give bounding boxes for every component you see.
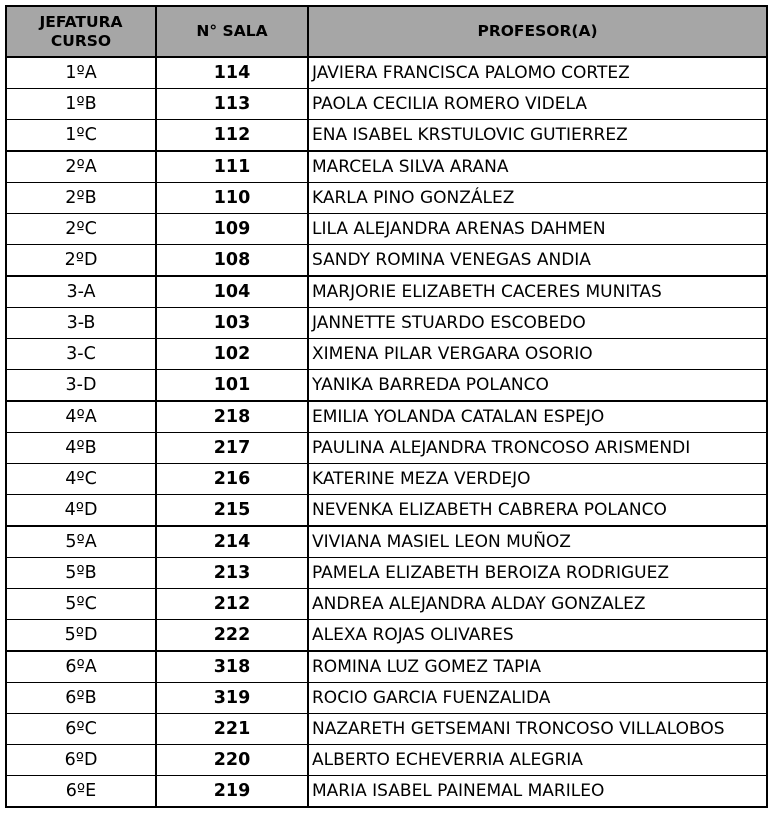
table-row <box>6 183 767 214</box>
profesor-cell: MARIA ISABEL PAINEMAL MARILEO <box>308 776 767 808</box>
sala-cell: 217 <box>156 433 308 464</box>
table-body <box>6 57 767 807</box>
curso-cell: 3-A <box>6 276 156 308</box>
curso-cell: 5ºA <box>6 526 156 558</box>
table-row <box>6 589 767 620</box>
curso-cell: 5ºB <box>6 558 156 589</box>
table-row <box>6 745 767 776</box>
sala-cell: 222 <box>156 620 308 652</box>
sala-cell: 216 <box>156 464 308 495</box>
curso-cell: 6ºD <box>6 745 156 776</box>
curso-cell: 4ºD <box>6 495 156 527</box>
curso-cell: 2ºB <box>6 183 156 214</box>
curso-cell: 4ºC <box>6 464 156 495</box>
curso-cell: 1ºA <box>6 57 156 89</box>
sala-cell: 110 <box>156 183 308 214</box>
curso-cell: 3-D <box>6 370 156 402</box>
profesor-cell: NAZARETH GETSEMANI TRONCOSO VILLALOBOS <box>308 714 767 745</box>
curso-cell: 2ºA <box>6 151 156 183</box>
header-jefatura-line1: JEFATURA <box>39 12 123 31</box>
profesor-cell: JAVIERA FRANCISCA PALOMO CORTEZ <box>308 57 767 89</box>
curso-cell: 3-B <box>6 308 156 339</box>
table-row <box>6 433 767 464</box>
profesor-cell: PAOLA CECILIA ROMERO VIDELA <box>308 89 767 120</box>
profesor-cell: LILA ALEJANDRA ARENAS DAHMEN <box>308 214 767 245</box>
teacher-room-table <box>5 5 768 808</box>
table-row <box>6 339 767 370</box>
sala-cell: 113 <box>156 89 308 120</box>
header-row <box>6 6 767 57</box>
sala-cell: 104 <box>156 276 308 308</box>
table-row <box>6 89 767 120</box>
curso-cell: 6ºA <box>6 651 156 683</box>
table-row <box>6 57 767 89</box>
table-row <box>6 620 767 652</box>
table-row <box>6 151 767 183</box>
profesor-cell: ALEXA ROJAS OLIVARES <box>308 620 767 652</box>
profesor-cell: ENA ISABEL KRSTULOVIC GUTIERREZ <box>308 120 767 152</box>
sala-cell: 212 <box>156 589 308 620</box>
curso-cell: 1ºB <box>6 89 156 120</box>
profesor-cell: ANDREA ALEJANDRA ALDAY GONZALEZ <box>308 589 767 620</box>
table-row <box>6 401 767 433</box>
sala-cell: 218 <box>156 401 308 433</box>
table-row <box>6 526 767 558</box>
curso-cell: 6ºC <box>6 714 156 745</box>
table-row <box>6 714 767 745</box>
profesor-cell: PAMELA ELIZABETH BEROIZA RODRIGUEZ <box>308 558 767 589</box>
profesor-cell: KATERINE MEZA VERDEJO <box>308 464 767 495</box>
sala-cell: 215 <box>156 495 308 527</box>
sala-cell: 111 <box>156 151 308 183</box>
curso-cell: 6ºE <box>6 776 156 808</box>
table-row <box>6 495 767 527</box>
table-row <box>6 558 767 589</box>
profesor-cell: XIMENA PILAR VERGARA OSORIO <box>308 339 767 370</box>
profesor-cell: ROCIO GARCIA FUENZALIDA <box>308 683 767 714</box>
curso-cell: 3-C <box>6 339 156 370</box>
curso-cell: 5ºC <box>6 589 156 620</box>
header-sala: N° SALA <box>156 6 308 57</box>
curso-cell: 2ºC <box>6 214 156 245</box>
profesor-cell: MARCELA SILVA ARANA <box>308 151 767 183</box>
profesor-cell: SANDY ROMINA VENEGAS ANDIA <box>308 245 767 277</box>
table-row <box>6 214 767 245</box>
table-row <box>6 776 767 808</box>
profesor-cell: KARLA PINO GONZÁLEZ <box>308 183 767 214</box>
table-row <box>6 120 767 152</box>
sala-cell: 219 <box>156 776 308 808</box>
profesor-cell: YANIKA BARREDA POLANCO <box>308 370 767 402</box>
sala-cell: 319 <box>156 683 308 714</box>
table-row <box>6 370 767 402</box>
table-row <box>6 245 767 277</box>
sala-cell: 214 <box>156 526 308 558</box>
sala-cell: 220 <box>156 745 308 776</box>
curso-cell: 4ºB <box>6 433 156 464</box>
profesor-cell: ALBERTO ECHEVERRIA ALEGRIA <box>308 745 767 776</box>
curso-cell: 5ºD <box>6 620 156 652</box>
sala-cell: 112 <box>156 120 308 152</box>
sala-cell: 109 <box>156 214 308 245</box>
sala-cell: 114 <box>156 57 308 89</box>
table-row <box>6 308 767 339</box>
sala-cell: 221 <box>156 714 308 745</box>
sala-cell: 108 <box>156 245 308 277</box>
profesor-cell: EMILIA YOLANDA CATALAN ESPEJO <box>308 401 767 433</box>
sala-cell: 318 <box>156 651 308 683</box>
sala-cell: 101 <box>156 370 308 402</box>
sala-cell: 213 <box>156 558 308 589</box>
curso-cell: 1ºC <box>6 120 156 152</box>
curso-cell: 6ºB <box>6 683 156 714</box>
header-jefatura-curso <box>6 6 156 57</box>
table-row <box>6 464 767 495</box>
profesor-cell: PAULINA ALEJANDRA TRONCOSO ARISMENDI <box>308 433 767 464</box>
profesor-cell: MARJORIE ELIZABETH CACERES MUNITAS <box>308 276 767 308</box>
sala-cell: 103 <box>156 308 308 339</box>
profesor-cell: ROMINA LUZ GOMEZ TAPIA <box>308 651 767 683</box>
profesor-cell: VIVIANA MASIEL LEON MUÑOZ <box>308 526 767 558</box>
profesor-cell: JANNETTE STUARDO ESCOBEDO <box>308 308 767 339</box>
table-row <box>6 683 767 714</box>
table-row <box>6 276 767 308</box>
sala-cell: 102 <box>156 339 308 370</box>
table-header <box>6 6 767 57</box>
curso-cell: 4ºA <box>6 401 156 433</box>
curso-cell: 2ºD <box>6 245 156 277</box>
table-row <box>6 651 767 683</box>
profesor-cell: NEVENKA ELIZABETH CABRERA POLANCO <box>308 495 767 527</box>
header-jefatura-line2: CURSO <box>50 31 112 50</box>
header-profesor: PROFESOR(A) <box>308 6 767 57</box>
